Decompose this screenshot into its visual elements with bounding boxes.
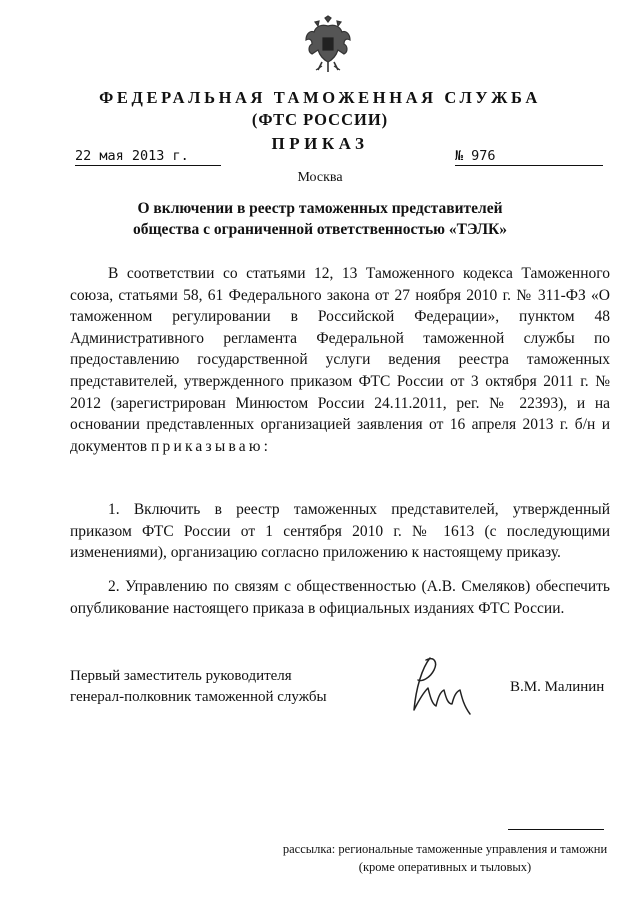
- order-title: [110, 198, 530, 240]
- distribution-list: [250, 840, 640, 876]
- signer-position: [70, 666, 370, 708]
- emblem-icon: [302, 14, 354, 74]
- city: Москва: [297, 170, 343, 185]
- position-line-1: Первый заместитель руководителя: [70, 668, 292, 684]
- item-2: 2. Управлению по связям с общественностью (А.В. Смеляков) обеспечить опубликование настоящего приказа в официальных изданиях ФТС России.: [70, 578, 610, 617]
- number-sign: №: [455, 148, 464, 164]
- number-value: 976: [471, 148, 496, 164]
- order-word: приказываю:: [151, 437, 272, 455]
- distribution-line-1: рассылка: региональные таможенные управления и таможни: [282, 842, 608, 856]
- distribution-line-2: (кроме оперативных и тыловых): [358, 860, 532, 874]
- preamble: [70, 263, 610, 457]
- title-line-2: общества с ограниченной ответственностью «ТЭЛК»: [132, 221, 508, 238]
- position-line-2: генерал-полковник таможенной службы: [70, 689, 327, 705]
- signer-name: В.М. Малинин: [510, 679, 605, 695]
- order-date: 22 мая 2013 г.: [75, 148, 221, 166]
- agency-short-name: (ФТС РОССИИ): [251, 110, 389, 129]
- order-number: [455, 148, 603, 166]
- item-1: 1. Включить в реестр таможенных представителей, утвержденный приказом ФТС России от 1 сентября 2010 г. № 1613 (с последующими изменениями), организацию согласно приложению к настоящему приказу.: [70, 501, 610, 562]
- title-line-1: О включении в реестр таможенных представителей: [137, 200, 503, 217]
- preamble-text: В соответствии со статьями 12, 13 Таможенного кодекса Таможенного союза, статьями 58, 61 Федерального закона от 27 ноября 2010 г. № 311-ФЗ «О таможенном регулировании в Российской Федерации», пунктом 48 Административного регламента Федеральной таможенной службы по предоставлению государственной услуги ведения реестра таможенных представителей, утвержденного приказом ФТС России от 3 октября 2011 г. № 2012 (зарегистрирован Минюстом России 24.11.2011, рег. № 22393), и на основании представленных организацией заявления от 16 апреля 2013 г. б/н и документов: [70, 265, 610, 455]
- signature-icon: [400, 648, 480, 728]
- distribution-divider: [508, 829, 604, 830]
- document-type: ПРИКАЗ: [271, 134, 369, 153]
- agency-name: ФЕДЕРАЛЬНАЯ ТАМОЖЕННАЯ СЛУЖБА: [99, 88, 541, 107]
